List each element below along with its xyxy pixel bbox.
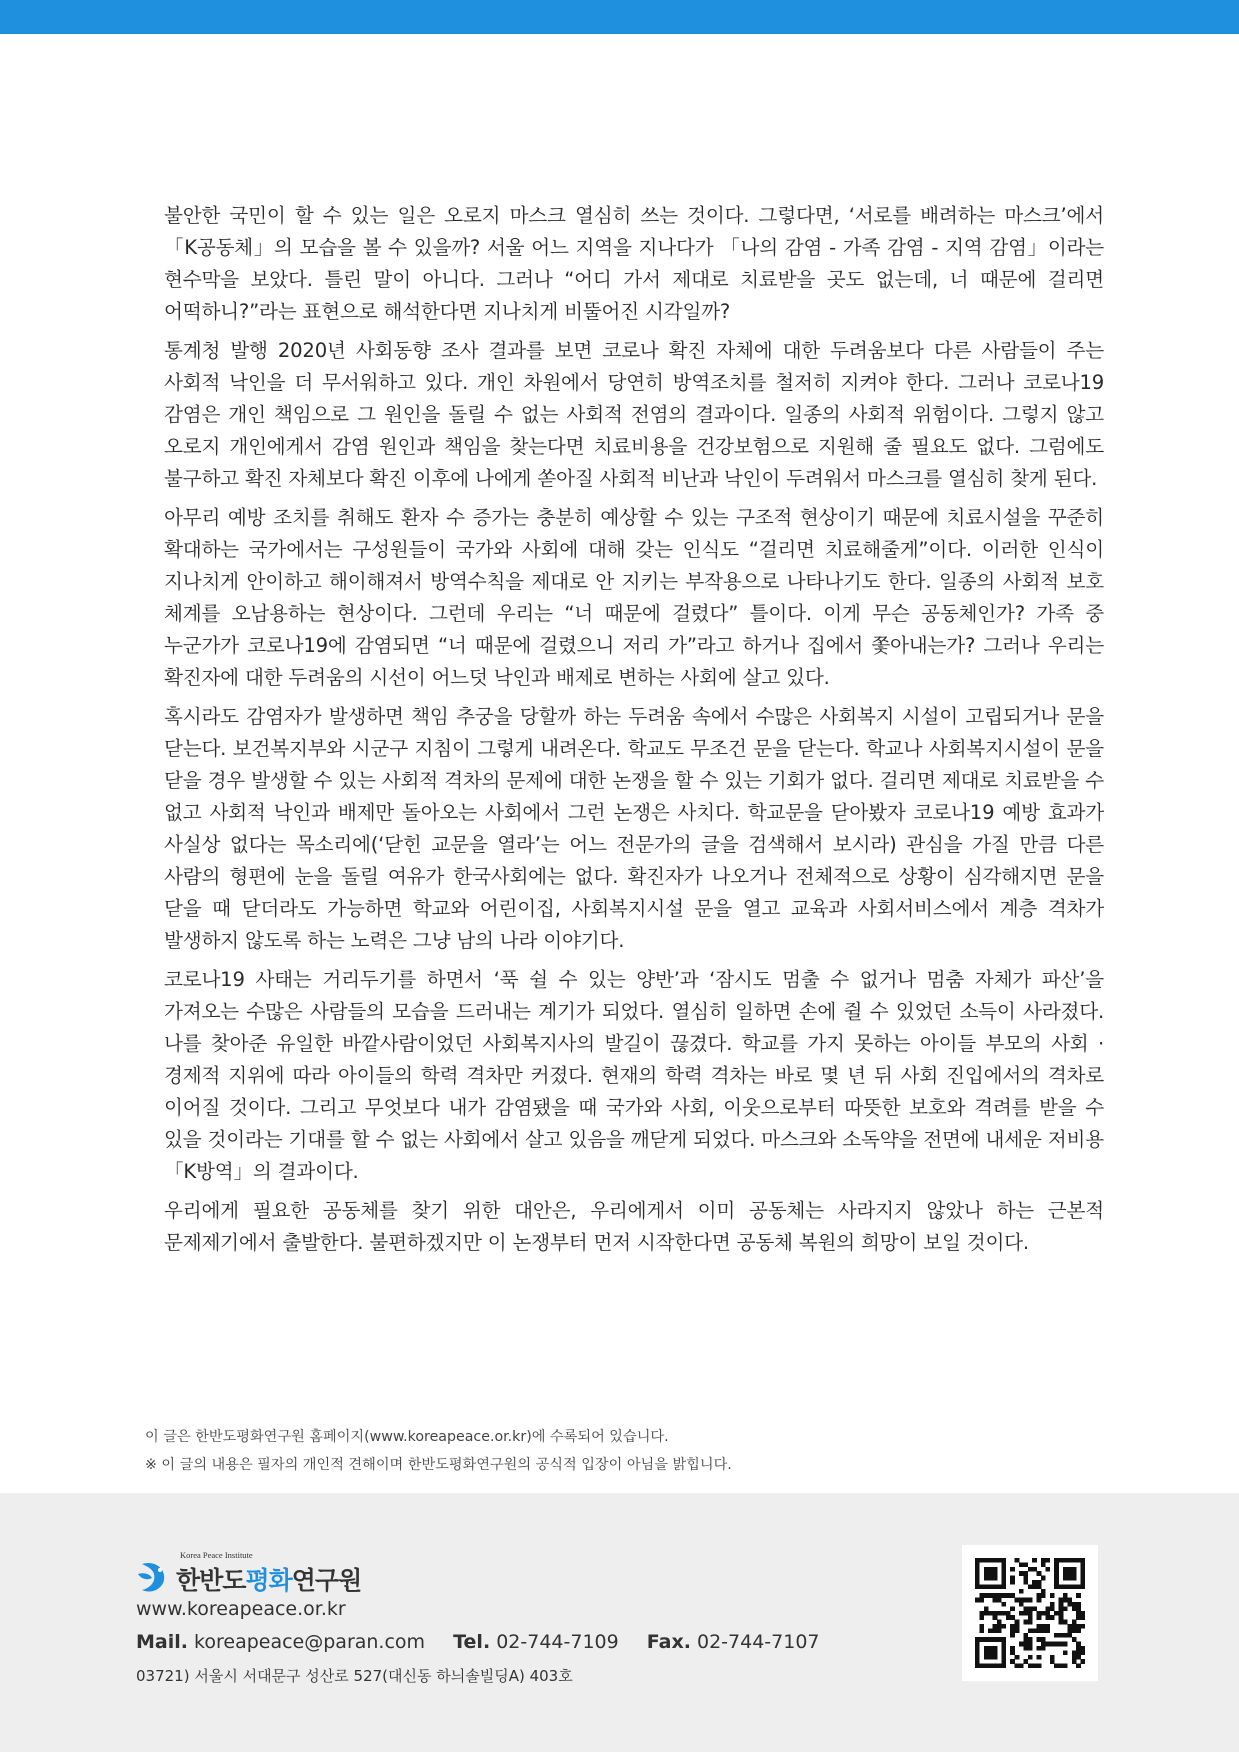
logo-korean-part: 한반도 (176, 1566, 246, 1595)
fax-value: 02-744-7107 (697, 1631, 820, 1653)
dove-logo-icon (136, 1560, 174, 1596)
website-link[interactable]: www.koreapeace.or.kr (136, 1598, 346, 1620)
page-footer (0, 1493, 1239, 1752)
logo-korean-accent: 평화 (245, 1566, 292, 1595)
paragraph: 통계청 발행 2020년 사회동향 조사 결과를 보면 코로나 확진 자체에 대한 두려움보다 다른 사람들이 주는 사회적 낙인을 더 무서워하고 있다. 개인 차원에서 당연히 방역조치를 철저히 지켜야 한다. 그러나 코로나19 감염은 개인 책임으로 그 원인을 돌릴 수 없는 사회적 전염의 결과이다. 일종의 사회적 위험이다. 그렇지 않고 오로지 개인에게서 감염 원인과 책임을 찾는다면 치료비용을 건강보험으로 지원해 줄 필요도 없다. 그럼에도 불구하고 확진 자체보다 확진 이후에 나에게 쏟아질 사회적 비난과 낙인이 두려워서 마스크를 열심히 찾게 된다. (164, 339, 1104, 490)
logo-english: Korea Peace Institute (180, 1550, 253, 1560)
paragraph: 아무리 예방 조치를 취해도 환자 수 증가는 충분히 예상할 수 있는 구조적 현상이기 때문에 치료시설을 꾸준히 확대하는 국가에서는 구성원들이 국가와 사회에 대해 갖는 인식도 “걸리면 치료해줄게”이다. 이러한 인식이 지나치게 안이하고 해이해져서 방역수칙을 제대로 안 지키는 부작용으로 나타나기도 한다. 일종의 사회적 보호 체계를 오남용하는 현상이다. 그런데 우리는 “너 때문에 걸렸다” 틀이다. 이게 무슨 공동체인가? 가족 중 누군가가 코로나19에 감염되면 “너 때문에 걸렸으니 저리 가”라고 하거나 집에서 쫓아내는가? 그러나 우리는 확진자에 대한 두려움의 시선이 어느덧 낙인과 배제로 변하는 사회에 살고 있다. (164, 506, 1104, 689)
source-note: 이 글은 한반도평화연구원 홈페이지(www.koreapeace.or.kr)에 수록되어 있습니다. (145, 1429, 669, 1445)
article-body (164, 200, 1104, 1266)
paragraph: 우리에게 필요한 공동체를 찾기 위한 대안은, 우리에게서 이미 공동체는 사라지지 않았나 하는 근본적 문제제기에서 출발한다. 불편하겠지만 이 논쟁부터 먼저 시작한다면 공동체 복원의 희망이 보일 것이다. (164, 1199, 1104, 1254)
qr-code (962, 1545, 1098, 1681)
fax-label: Fax. (646, 1631, 691, 1653)
paragraph: 혹시라도 감염자가 발생하면 책임 추궁을 당할까 하는 두려움 속에서 수많은 사회복지 시설이 고립되거나 문을 닫는다. 보건복지부와 시군구 지침이 그렇게 내려온다. 학교도 무조건 문을 닫는다. 학교나 사회복지시설이 문을 닫을 경우 발생할 수 있는 사회적 격차의 문제에 대한 논쟁을 할 수 있는 기회가 없다. 걸리면 제대로 치료받을 수 없고 사회적 낙인과 배제만 돌아오는 사회에서 그런 논쟁은 사치다. 학교문을 닫아봤자 코로나19 예방 효과가 사실상 없다는 목소리에(‘닫힌 교문을 열라’는 어느 전문가의 글을 검색해서 보시라) 관심을 가질 만큼 다른 사람의 형편에 눈을 돌릴 여유가 한국사회에는 없다. 확진자가 나오거나 전체적으로 상황이 심각해지면 문을 닫을 때 닫더라도 가능하면 학교와 어린이집, 사회복지시설 문을 열고 교육과 사회서비스에서 계층 격차가 발생하지 않도록 하는 노력은 그냥 남의 나라 이야기다. (164, 705, 1104, 952)
logo-korean (176, 1561, 361, 1597)
paragraph: 불안한 국민이 할 수 있는 일은 오로지 마스크 열심히 쓰는 것이다. 그렇다면, ‘서로를 배려하는 마스크’에서 「K공동체」의 모습을 볼 수 있을까? 서울 어느 지역을 지나다가 「나의 감염 - 가족 감염 - 지역 감염」이라는 현수막을 보았다. 틀린 말이 아니다. 그러나 “어디 가서 제대로 치료받을 곳도 없는데, 너 때문에 걸리면 어떡하니?”라는 표현으로 해석한다면 지나치게 비뚤어진 시각일까? (164, 204, 1104, 323)
footnotes (145, 1423, 732, 1479)
contact-line (136, 1631, 820, 1653)
tel-label: Tel. (453, 1631, 491, 1653)
mail-label: Mail. (136, 1631, 188, 1653)
disclaimer-note: ※ 이 글의 내용은 필자의 개인적 견해이며 한반도평화연구원의 공식적 입장이 아님을 밝힙니다. (145, 1457, 732, 1473)
tel-value: 02-744-7109 (496, 1631, 619, 1653)
paragraph: 코로나19 사태는 거리두기를 하면서 ‘푹 쉴 수 있는 양반’과 ‘잠시도 멈출 수 없거나 멈춤 자체가 파산’을 가져오는 수많은 사람들의 모습을 드러내는 계기가 되었다. 열심히 일하면 손에 쥘 수 있었던 소득이 사라졌다. 나를 찾아준 유일한 바깥사람이었던 사회복지사의 발길이 끊겼다. 학교를 가지 못하는 아이들 부모의 사회 · 경제적 지위에 따라 아이들의 학력 격차만 커졌다. 현재의 학력 격차는 바로 몇 년 뒤 사회 진입에서의 격차로 이어질 것이다. 그리고 무엇보다 내가 감염됐을 때 국가와 사회, 이웃으로부터 따뜻한 보호와 격려를 받을 수 있을 것이라는 기대를 할 수 없는 사회에서 살고 있음을 깨닫게 되었다. 마스크와 소독약을 전면에 내세운 저비용 「K방역」의 결과이다. (164, 968, 1104, 1183)
top-accent-bar (0, 0, 1239, 34)
qr-code-icon (975, 1558, 1085, 1668)
mail-value[interactable]: koreapeace@paran.com (194, 1631, 426, 1653)
logo-korean-part: 연구원 (291, 1566, 362, 1595)
address: 03721) 서울시 서대문구 성산로 527(대신동 하늬솔빌딩A) 403호 (136, 1667, 573, 1685)
